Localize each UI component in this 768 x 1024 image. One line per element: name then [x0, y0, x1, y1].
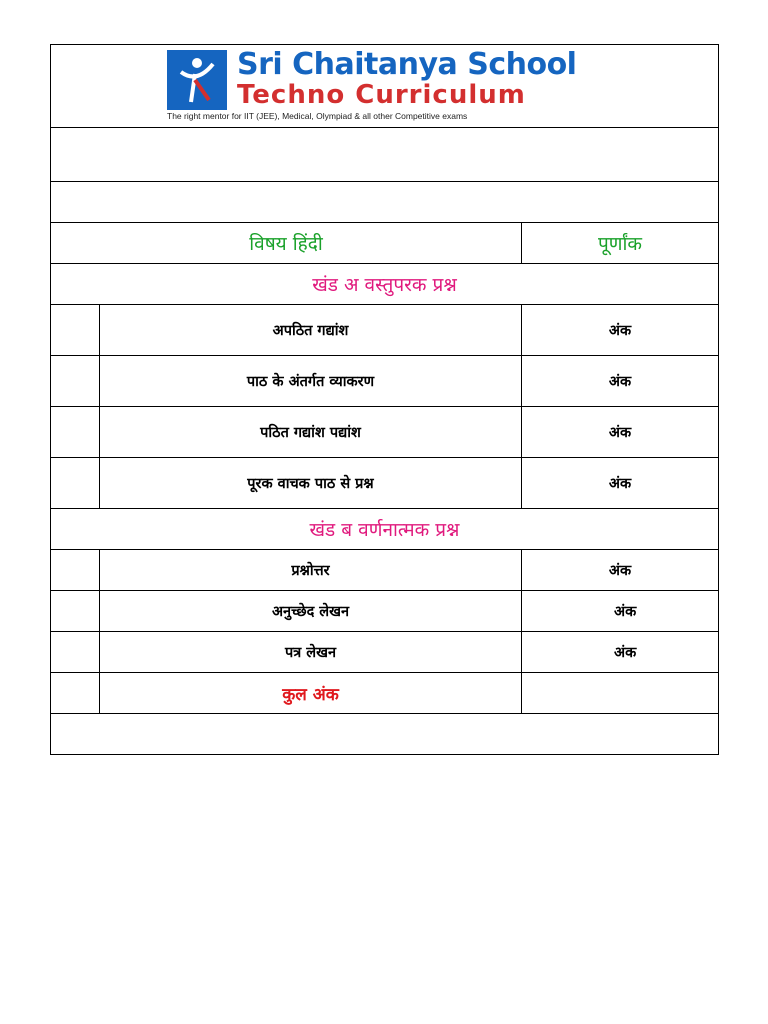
table-row — [51, 356, 719, 407]
table-row — [51, 458, 719, 509]
marks-label: अंक — [522, 356, 719, 407]
item-label: पत्र लेखन — [100, 632, 522, 673]
table-row — [51, 305, 719, 356]
item-label: पाठ के अंतर्गत व्याकरण — [100, 356, 522, 407]
section-title: खंड ब वर्णनात्मक प्रश्न — [51, 509, 719, 550]
logo-row — [51, 45, 719, 128]
item-label: प्रश्नोत्तर — [100, 550, 522, 591]
section-a-title-row — [51, 264, 719, 305]
runner-logo-icon — [167, 50, 227, 110]
marks-label: अंक — [522, 305, 719, 356]
item-label: अपठित गद्यांश — [100, 305, 522, 356]
curriculum-name: Techno Curriculum — [237, 80, 526, 110]
item-label: अनुच्छेद लेखन — [100, 591, 522, 632]
marks-label: अंक — [522, 407, 719, 458]
blank-row-2 — [51, 182, 719, 223]
school-name: Sri Chaitanya School — [237, 47, 577, 82]
item-label: पठित गद्यांश पद्यांश — [100, 407, 522, 458]
total-label: कुल अंक — [100, 673, 522, 714]
marks-sheet — [50, 44, 718, 755]
blank-row-footer — [51, 714, 719, 755]
marks-label: अंक — [522, 550, 719, 591]
school-logo — [51, 45, 718, 127]
item-label: पूरक वाचक पाठ से प्रश्न — [100, 458, 522, 509]
table-row — [51, 407, 719, 458]
marks-label: अंक — [522, 591, 719, 632]
marks-label: अंक — [522, 458, 719, 509]
tagline: The right mentor for IIT (JEE), Medical, Olympiad & all other Competitive exams — [167, 111, 468, 121]
subject-label: विषय हिंदी — [51, 223, 522, 264]
marks-table — [50, 44, 719, 755]
subject-row — [51, 223, 719, 264]
section-b-title-row — [51, 509, 719, 550]
marks-label: अंक — [522, 632, 719, 673]
table-row — [51, 550, 719, 591]
table-row — [51, 632, 719, 673]
table-row — [51, 591, 719, 632]
max-marks-label: पूर्णांक — [522, 223, 719, 264]
total-row — [51, 673, 719, 714]
section-title: खंड अ वस्तुपरक प्रश्न — [51, 264, 719, 305]
blank-row-1 — [51, 128, 719, 182]
